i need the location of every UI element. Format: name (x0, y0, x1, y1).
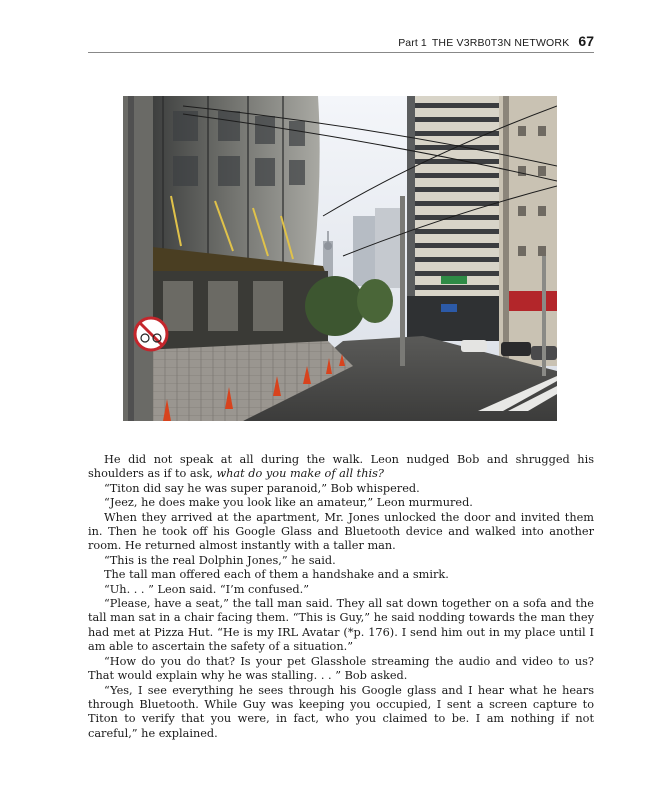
utility-pole (123, 96, 153, 421)
paragraph: “Titon did say he was super paranoid,” Bob whispered. (104, 481, 420, 495)
street-photo (123, 96, 557, 421)
paragraph: “This is the real Dolphin Jones,” he said. (104, 553, 336, 567)
paragraph: “How do you do that? Is your pet Glasshole streaming the audio and video to us? That would explain why he was stalling. . . ” Bob asked. (88, 654, 594, 683)
paragraph: The tall man offered each of them a handshake and a smirk. (104, 568, 449, 582)
paragraph: “Uh. . . ” Leon said. “I’m confused.” (104, 582, 309, 596)
trees (305, 276, 365, 336)
paragraph: “Yes, I see everything he sees through his Google glass and I hear what he hears through Bluetooth. While Guy was keeping you occupied, I sent a screen capture to Titon to verify that you were, in fact, who you claimed to be. I am nothing if not careful,” he explained. (88, 683, 594, 740)
green-sign (441, 276, 467, 284)
section-title: THE V3RB0T3N NETWORK (431, 37, 570, 49)
blue-sign (441, 304, 457, 312)
paragraph: “Please, have a seat,” the tall man said. They all sat down together on a sofa and the tall man sat in a chair facing them. “This is Guy,” he said nodding towards the man they had met at Pizza Hut. “He is my IRL Avatar (*p. 176). I send him out in my place until I am able to ascertain the safety of a situation.” (88, 597, 594, 654)
body-text (88, 453, 594, 741)
page-number: 67 (578, 33, 594, 49)
running-header (88, 33, 594, 53)
white-car (461, 340, 487, 352)
paragraph: “Jeez, he does make you look like an amateur,” Leon murmured. (104, 496, 473, 510)
paragraph: When they arrived at the apartment, Mr. Jones unlocked the door and invited them in. Then he took off his Google Glass and Bluetooth device and walked into another room. He returned almost instantly with a taller man. (88, 510, 594, 553)
header-rule (88, 52, 594, 53)
paragraph: He did not speak at all during the walk. Leon nudged Bob and shrugged his shoulders as if to ask, what do you make of all this? (88, 453, 594, 481)
part-label: Part 1 (398, 37, 427, 49)
red-shop-sign (509, 291, 557, 311)
